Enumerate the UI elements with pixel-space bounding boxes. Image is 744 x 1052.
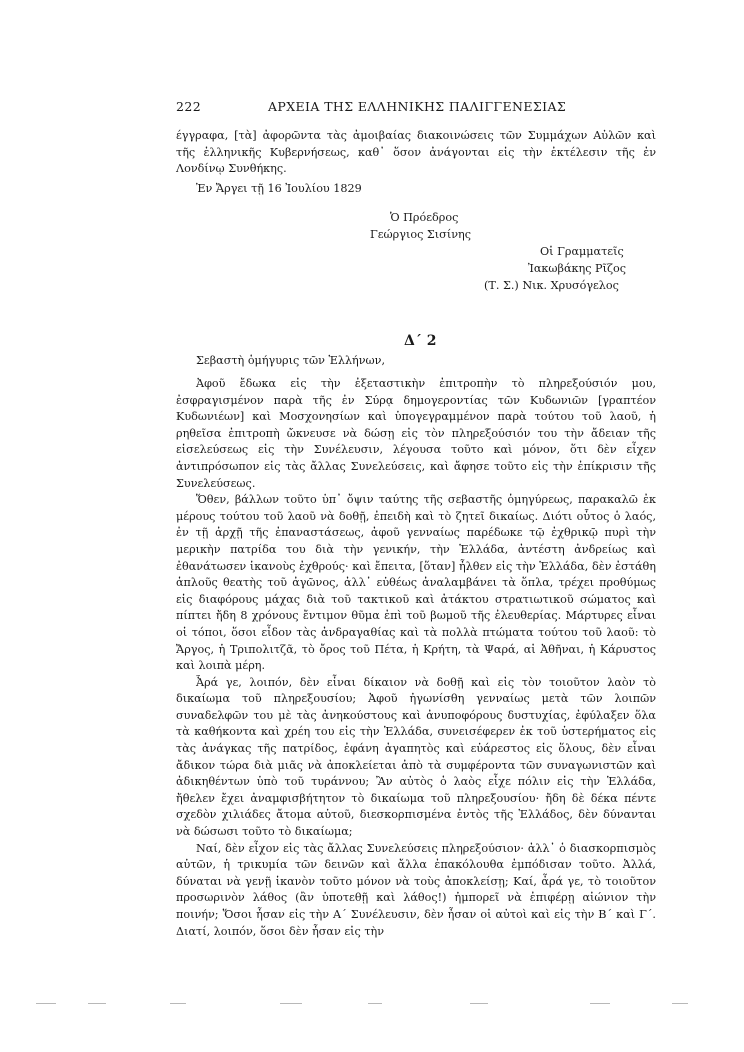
secretary-2-name: (Τ. Σ.) Νικ. Χρυσόγελος [484,279,619,292]
salutation: Σεβαστὴ ὁμήγυρις τῶν Ἑλλήνων, [196,354,386,367]
page-number: 222 [176,99,202,114]
president-name: Γεώργιος Σισίνης [370,228,471,241]
document-label: Δ΄ 2 [404,333,437,349]
president-title: Ὁ Πρόεδρος [390,211,459,224]
body-paragraph: Ἀφοῦ ἔδωκα εἰς τὴν ἐξεταστικὴν ἐπιτροπὴν τὸ πληρεξούσιόν μου, ἐσφραγισμένον παρὰ τῆς ἐν Σύρᾳ δημογεροντίας τῶν Κυδωνιῶν [γραπτέον Κυδωνιέων] καὶ Μοσχονησίων καὶ ὑπογεγραμμένον παρὰ τούτου τοῦ λαοῦ, ἡ ρηθεῖσα ἐπιτροπὴ ὤκνευσε νὰ δώσῃ εἰς τὸν πληρεξούσιόν του τὴν ἄδειαν τῆς εἰσελεύσεως εἰς τὴν Συνέλευσιν, λέγουσα τοῦτο καὶ μόνον, ὅτι δὲν εἶχεν ἀντιπρόσωπον εἰς τὰς ἄλλας Συνελεύσεις, καὶ ἄφησε τοῦτο εἰς τὴν ἐπίκρισιν τῆς Συνελεύσεως. [176,377,656,490]
date-line: Ἐν Ἄργει τῇ 16 Ἰουλίου 1829 [196,182,362,195]
intro-paragraph: έγγραφα, [τὰ] ἀφορῶντα τὰς ἀμοιβαίας διακοινώσεις τῶν Συμμάχων Αὐλῶν καὶ τῆς ἑλληνικῆς Κυβερνήσεως, καθ᾽ ὅσον ἀνάγονται εἰς τὴν ἐκτέλεσιν τῆς ἐν Λονδίνῳ Συνθήκης. [176,129,656,176]
body-paragraph: Ναί, δὲν εἶχον εἰς τὰς ἄλλας Συνελεύσεις πληρεξούσιον· ἀλλ᾽ ὁ διασκορπισμὸς αὐτῶν, ἡ τρικυμία τῶν δεινῶν καὶ ἄλλα ἐπακόλουθα ἐμπόδισαν τοῦτο. Ἀλλά, δύναται νὰ γενῇ ἱκανὸν τοῦτο μόνον νὰ τοὺς ἀποκλείσῃ; Καί, ἆρά γε, τὸ τοιοῦτον προσωρινὸν λάθος (ἂν ὑποτεθῇ καὶ λάθος!) ἠμπορεῖ νὰ ἐπιφέρῃ αἰώνιον τὴν ποινήν; Ὅσοι ἦσαν εἰς τὴν Α΄ Συνέλευσιν, δὲν ἦσαν οἱ αὐτοὶ καὶ εἰς τὴν Β΄ καὶ Γ΄. Διατί, λοιπόν, ὅσοι δὲν ἦσαν εἰς τὴν [176,841,656,938]
body-paragraph: Ἆρά γε, λοιπόν, δὲν εἶναι δίκαιον νὰ δοθῇ καὶ εἰς τὸν τοιοῦτον λαὸν τὸ δικαίωμα τοῦ πληρεξουσίου; Ἀφοῦ ἠγωνίσθη γενναίως μετὰ τῶν λοιπῶν συναδελφῶν του μὲ τὰς ἀνηκούστους καὶ ἀνυποφόρους δυστυχίας, ἐφύλαξεν ὅλα τὰ καθήκοντα καὶ χρέη του εἰς τὴν Ἑλλάδα, συνεισέφερεν ἐκ τοῦ ὑστερήματος εἰς τὰς ἀνάγκας τῆς πατρίδος, ἐφάνη ἀγαπητὸς καὶ εὐάρεστος εἰς ὅλους, δὲν εἶναι ἄδικον τώρα διὰ μιᾶς νὰ ἀποκλείεται ἀπὸ τὰ συμφέροντα τῶν συναγωνιστῶν καὶ ἀδικηθέντων ὑπὸ τοῦ τυράννου; Ἂν αὐτὸς ὁ λαὸς εἶχε πόλιν εἰς τὴν Ἑλλάδα, ἤθελεν ἔχει ἀναμφισβήτητον τὸ δικαίωμα τοῦ πληρεξουσίου· ἤδη δὲ δέκα πέντε σχεδὸν χιλιάδες ἄτομα αὐτοῦ, διεσκορπισμένα ἐντὸς τῆς Ἑλλάδος, δὲν δύνανται νὰ δώσωσι τοῦτο τὸ δικαίωμα; [176,675,656,839]
secretaries-title: Οἱ Γραμματεῖς [540,245,624,258]
body-text [176,376,656,940]
secretary-1-name: Ἰακωβάκης Ρῖζος [528,262,627,275]
intro-paragraph-block [176,128,656,178]
body-paragraph: Ὅθεν, βάλλων τοῦτο ὑπ᾽ ὄψιν ταύτης τῆς σεβαστῆς ὁμηγύρεως, παρακαλῶ ἐκ μέρους τούτου τοῦ λαοῦ νὰ δοθῇ, ἐπειδὴ καὶ τὸ ζητεῖ δικαίως. Διότι οὗτος ὁ λαός, ἐν τῇ ἀρχῇ τῆς ἐπαναστάσεως, ἀφοῦ γενναίως παρέδωκε τῷ ἐχθρικῷ πυρὶ τὴν μερικὴν πατρίδα του διὰ τὴν γενικήν, τὴν Ἑλλάδα, ἀντέστη ἀνδρείως καὶ ἐθανάτωσεν ἱκανοὺς ἐχθρούς· καὶ ἔπειτα, [ὅταν] ἦλθεν εἰς τὴν Ἑλλάδα, δὲν ἐστάθη ἁπλοῦς θεατὴς τοῦ ἀγῶνος, ἀλλ᾽ εὐθέως ἀναλαμβάνει τὰ ὅπλα, τρέχει προθύμως εἰς διαφόρους μάχας διὰ τοῦ τακτικοῦ καὶ ἀτάκτου στρατιωτικοῦ σώματος καὶ πίπτει ἤδη 8 χρόνους ἔντιμον θῦμα ἐπὶ τοῦ βωμοῦ τῆς ἐλευθερίας. Μάρτυρες εἶναι οἱ τόποι, ὅσοι εἶδον τὰς ἀνδραγαθίας καὶ τὰ πολλὰ πτώματα τούτου τοῦ λαοῦ: τὸ Ἄργος, ἡ Τριπολιτζᾶ, τὸ ὄρος τοῦ Πέτα, ἡ Κρήτη, τὰ Ψαρά, αἱ Ἀθῆναι, ἡ Κάρυστος καὶ λοιπὰ μέρη. [176,493,656,673]
scan-edge-marks [0,1003,744,1009]
running-title: ΑΡΧΕΙΑ ΤΗΣ ΕΛΛΗΝΙΚΗΣ ΠΑΛΙΓΓΕΝΕΣΙΑΣ [268,99,567,114]
